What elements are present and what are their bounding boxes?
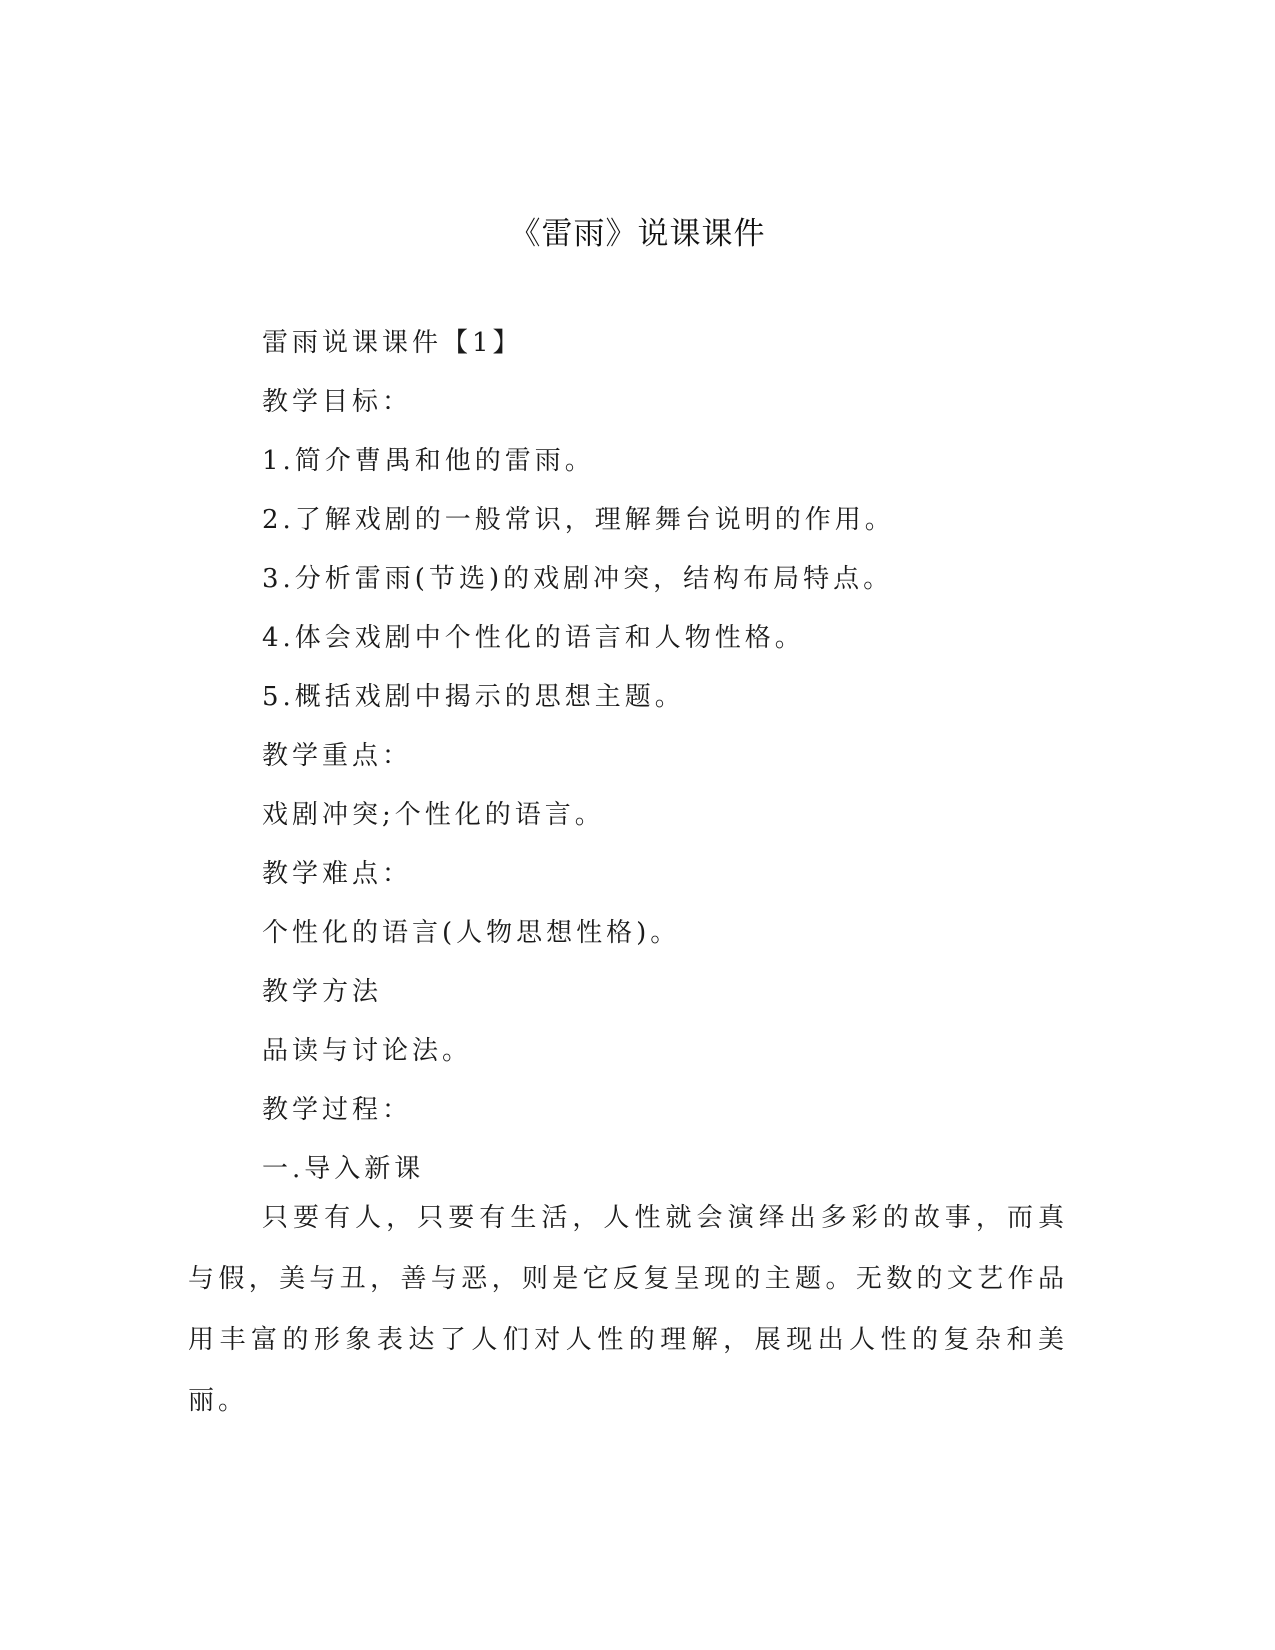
intro-paragraph: 只要有人，只要有生活，人性就会演绎出多彩的故事，而真与假，美与丑，善与恶，则是它反复呈现的主题。无数的文艺作品用丰富的形象表达了人们对人性的理解，展现出人性的复杂和美丽。 — [188, 1203, 1068, 1416]
difficulty-text: 个性化的语言(人物思想性格)。 — [262, 918, 681, 948]
process-heading: 教学过程： — [262, 1095, 413, 1125]
method-heading: 教学方法 — [262, 977, 383, 1007]
section-heading: 雷雨说课课件【1】 — [262, 328, 523, 358]
difficulty-heading: 教学难点： — [262, 859, 413, 889]
goal-item-5: 5.概括戏剧中揭示的思想主题。 — [262, 682, 685, 712]
goal-item-3: 3.分析雷雨(节选)的戏剧冲突，结构布局特点。 — [262, 564, 894, 594]
teaching-goals-heading: 教学目标： — [262, 387, 413, 417]
key-points-text: 戏剧冲突;个性化的语言。 — [262, 800, 605, 830]
method-text: 品读与讨论法。 — [262, 1036, 473, 1066]
document-title: 《雷雨》说课课件 — [509, 216, 766, 252]
process-step-1: 一.导入新课 — [262, 1154, 425, 1184]
goal-item-4: 4.体会戏剧中个性化的语言和人物性格。 — [262, 623, 805, 653]
goal-item-1: 1.简介曹禺和他的雷雨。 — [262, 446, 595, 476]
goal-item-2: 2.了解戏剧的一般常识，理解舞台说明的作用。 — [262, 505, 895, 535]
key-points-heading: 教学重点： — [262, 741, 413, 771]
